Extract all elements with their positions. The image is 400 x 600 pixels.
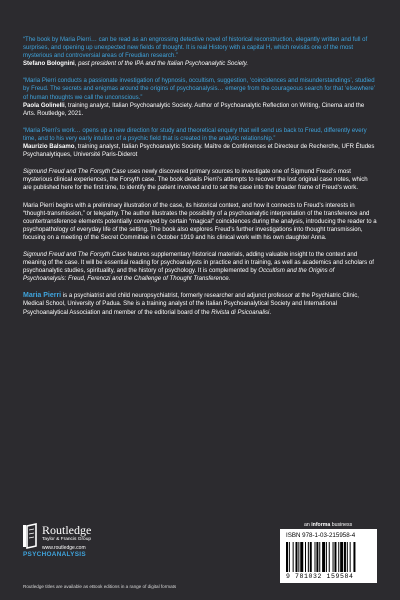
paragraph-text: uses newly discovered primary sources to investigate one of Sigmund Freud’s most mysterious clinical experiences, the Forsyth case. The book details Pierri’s attempts to recover the lost original case notes, which are published here for the first time, to identify the patient involved and to set the case into the broader frame of Freud’s work. [23,169,368,192]
informa-prefix: an [304,522,312,528]
publisher-name: Routledge [42,523,92,537]
paragraph-text: features supplementary historical materials, adding valuable insight to the context and meaning of the case. It will be essential reading for psychoanalysts in practice and in training, as well as academics and scholars of psychoanalytic studies, spirituality, and the history of psychology. It is complemented by [23,251,374,275]
endorsement-attribution [23,102,377,118]
routledge-logo-icon [22,522,40,550]
endorser-name: Stefano Bolognini [23,61,75,68]
endorser-role: , training analyst, Italian Psychoanalytic Society. Author of Psychoanalytic Reflection on Writing, Cinema and the Arts. Routledge, 2021. [23,102,365,117]
description-paragraph-2: Maria Pierri begins with a preliminary illustration of the case, its historical context, and how it connects to Freud’s interests in “thought-transmission,” or telepathy. The author illustrates the possibility of a psychoanalytic interpretation of the transference and countertransference elements potentially conveyed by certain “magical” coincidences during the analysis, introducing the reader to a psychopathology of everyday life of the setting. The book also explores Freud’s further investigations into thought transmission, focusing on a meeting of the Secret Committee in October 1919 and his clinical work with his own daughter Anna. [23,202,377,241]
endorsement-quote: “Maria Pierri conducts a passionate investigation of hypnosis, occultism, suggestion, ‘coincidences and misunderstandings’, studied by Freud. The secrets and enigmas around the origins of psychoanalysis… emerge from the courageous search for that ‘elsewhere’ of human thoughts we call the unconscious.” [23,78,375,101]
barcode-bars [286,542,372,572]
book-title-ref: Sigmund Freud and The Forsyth Case [23,169,126,176]
companion-book-ref: Occultism and the Origins of Psychoanalysis: Freud, Ferenczi and the Challenge of Thought Transference. [23,268,335,283]
description-paragraph-3 [23,251,377,283]
bio-text: is a psychiatrist and child neuropsychiatrist, formerly researcher and adjunct professor at the Psychiatric Clinic, Medical School, University of Padua. She is a training analyst of the Italian Psychoanalytical Society and International Psychoanalytical Association and member of the editorial board of the [23,293,359,316]
endorser-role: , past president of the IPA and the Italian Psychoanalytic Society. [74,61,249,68]
ebook-availability-note: Routledge titles are available as eBook editions in a range of digital formats [23,584,177,589]
informa-business-label [304,522,352,528]
subject-category: PSYCHOANALYSIS [23,551,86,558]
publisher-group: Taylor & Francis Group [42,537,92,542]
endorsement-3 [23,127,377,159]
author-bio [23,292,377,316]
publisher-logo [22,522,142,554]
isbn-barcode [280,529,377,583]
book-title-ref: Sigmund Freud and The Forsyth Case [23,251,126,258]
endorsement-attribution [23,60,377,68]
endorsement-quote: “Maria Pierri’s work… opens up a new direction for study and theoretical enquiry that will send us back to Freud, differently every time, and to his very early intuition of a psychic field that is created in the analytic relationship.” [23,127,367,142]
description-paragraph-1 [23,168,377,192]
endorsement-quote: “The book by Maria Pierri… can be read as an engrossing detective novel of historical reconstruction, elegantly written and full of surprises, and opening up unexpected new fields of thought. It is real History with a capital H, which revisits one of the most mysterious and controversial areas of Freudian research.” [23,37,368,60]
bio-end: . [269,309,272,316]
endorsement-attribution [23,143,377,159]
informa-brand: informa [311,522,331,528]
journal-name: Rivista di Psicoanalisi [211,309,270,316]
isbn-number: ISBN 978-1-03-215958-4 [286,532,356,539]
publisher-url: www.routledge.com [42,544,86,551]
author-name: Maria Pierri [23,292,62,300]
back-cover-text [23,36,377,326]
endorsement-2 [23,77,377,117]
endorser-role: , training analyst, Italian Psychoanalytic Society. Maître de Conférences et Directeur de Recherche, UFR Études Psychanalytiques, Université Paris-Diderot [23,144,375,159]
barcode-digits: 9 781032 159584 [286,573,354,580]
endorser-name: Maurizio Balsamo [23,144,75,151]
endorsement-1 [23,36,377,68]
informa-suffix: business [330,522,353,528]
endorser-name: Paola Golinelli [23,102,65,109]
